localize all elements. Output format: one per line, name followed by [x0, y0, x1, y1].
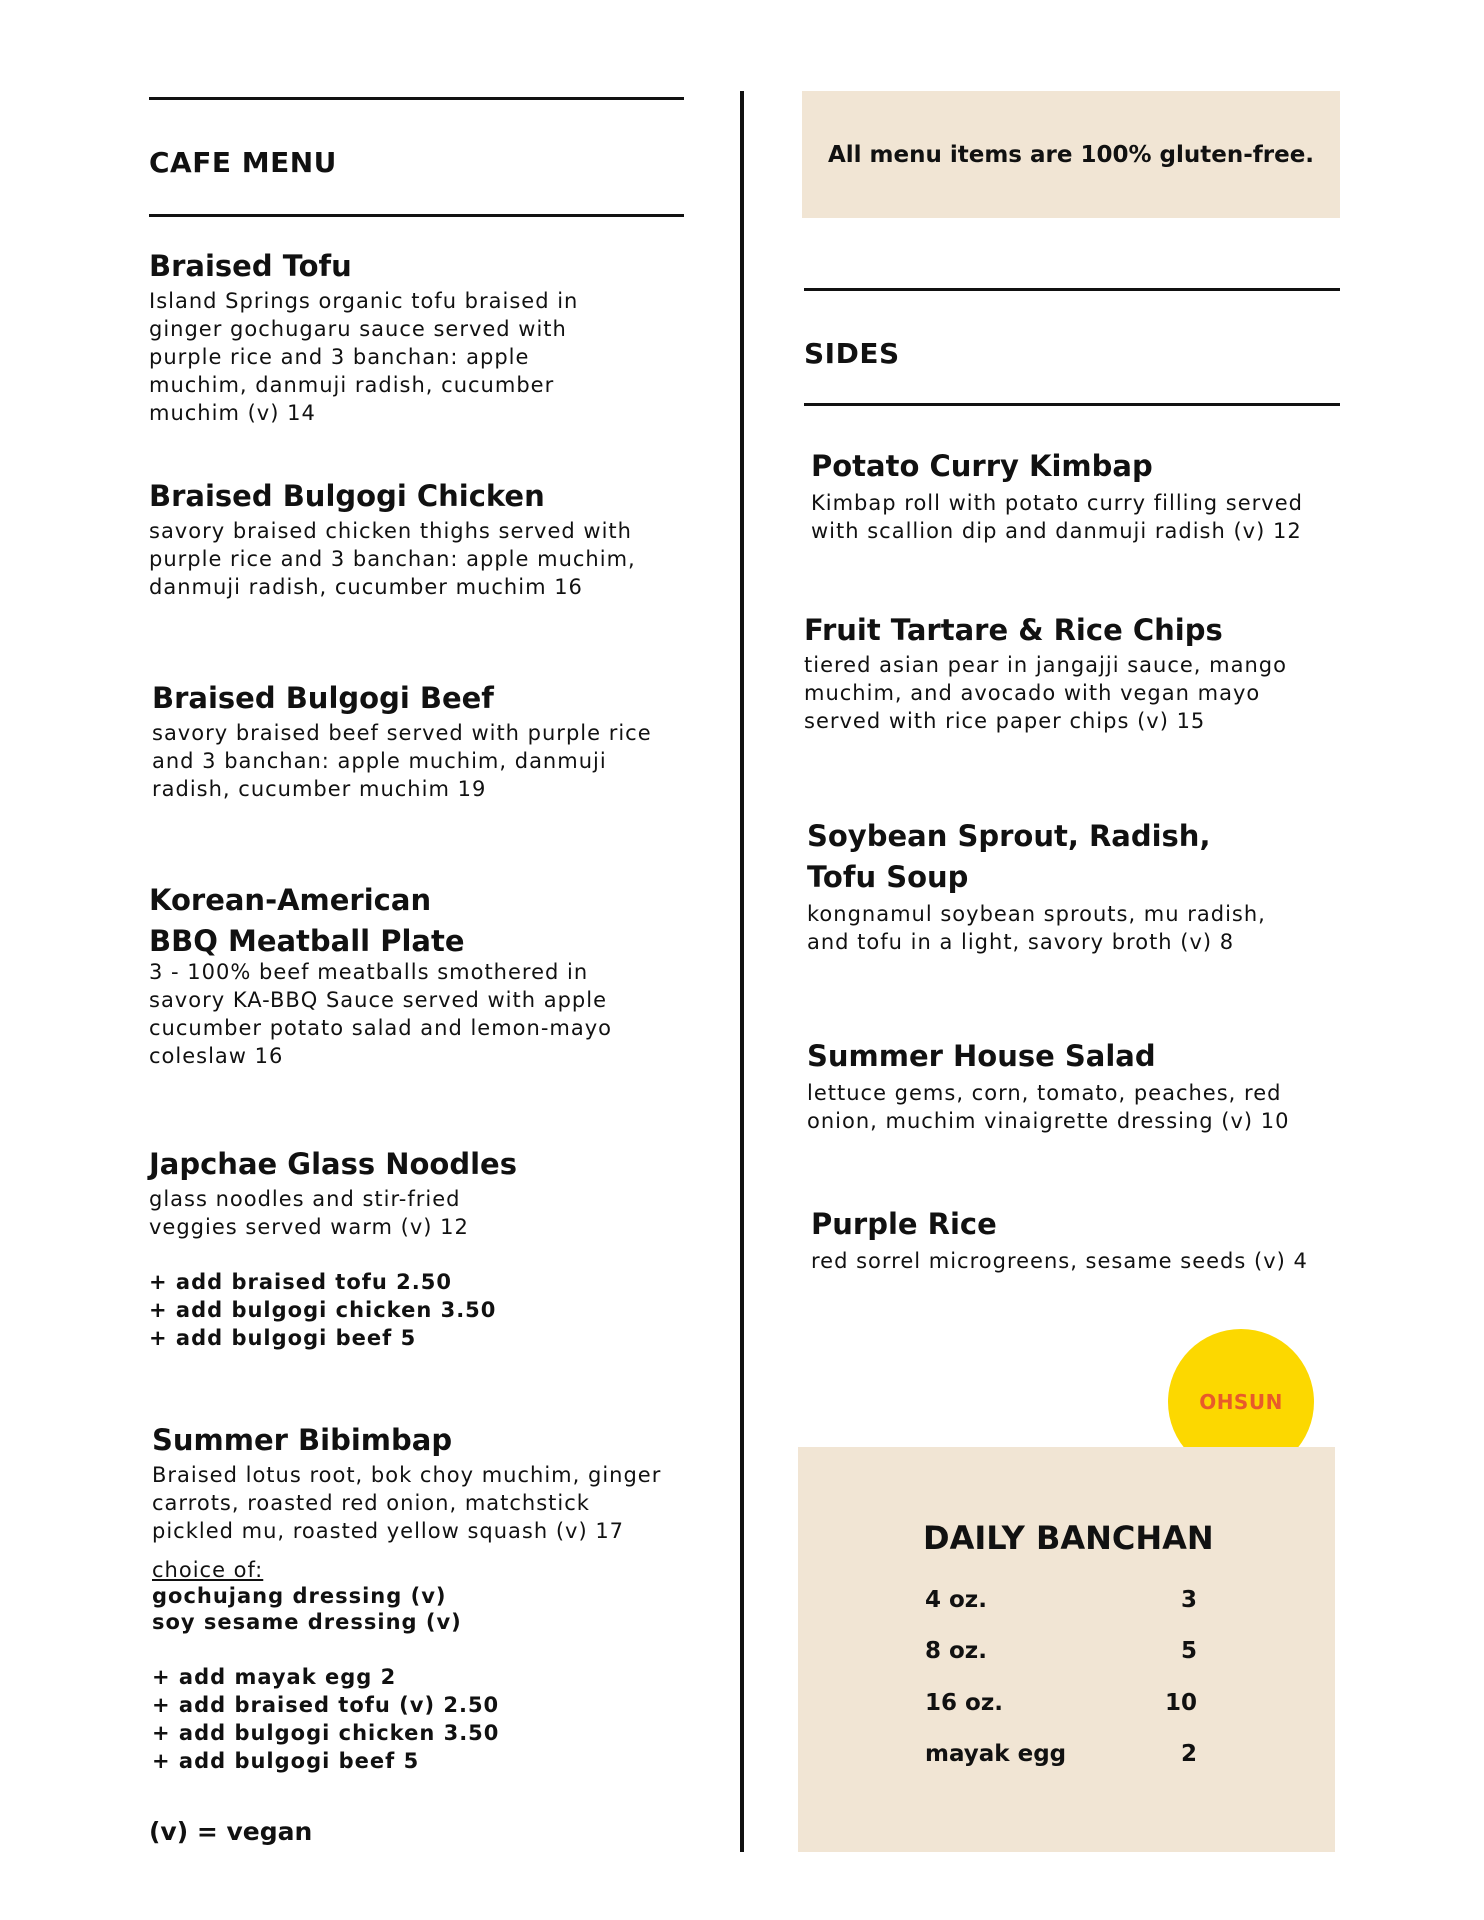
menu-item-bbq-meatball-plate: [149, 880, 612, 1070]
banchan-row: [925, 1638, 1197, 1664]
gluten-free-note: All menu items are 100% gluten-free.: [827, 141, 1315, 168]
menu-item-title: Braised Bulgogi Beef: [152, 681, 494, 715]
menu-item-description: Island Springs organic tofu braised in ginger gochugaru sauce served with purple rice and 3 banchan: apple muchim, danmuji radish, cucumber muchim (v) 14: [149, 289, 579, 425]
menu-item-title-line2: BBQ Meatball Plate: [149, 924, 465, 958]
side-item-title: Potato Curry Kimbap: [811, 449, 1153, 483]
gluten-free-banner: [802, 91, 1340, 218]
side-item-description: lettuce gems, corn, tomato, peaches, red onion, muchim vinaigrette dressing (v) 10: [807, 1081, 1290, 1133]
addon-item: + add bulgogi beef 5: [152, 1749, 420, 1773]
addon-item: + add bulgogi beef 5: [149, 1326, 417, 1350]
menu-item-japchae: [149, 1144, 517, 1352]
addon-item: + add mayak egg 2: [152, 1665, 397, 1689]
sides-heading: SIDES: [804, 337, 900, 370]
menu-item-description: 3 - 100% beef meatballs smothered in savory KA-BBQ Sauce served with apple cucumber potato salad and lemon-mayo coleslaw 16: [149, 960, 613, 1068]
menu-item-description: savory braised chicken thighs served with purple rice and 3 banchan: apple muchim, danmuji radish, cucumber muchim 16: [149, 519, 636, 599]
side-item-title: Fruit Tartare & Rice Chips: [804, 613, 1223, 647]
vegan-legend: (v) = vegan: [149, 1817, 313, 1846]
banchan-size: mayak egg: [925, 1741, 1067, 1767]
banchan-size: 8 oz.: [925, 1638, 987, 1664]
side-item-title-line2: Tofu Soup: [807, 860, 969, 894]
addon-item: + add braised tofu 2.50: [149, 1270, 452, 1294]
logo-text: OHSUN: [1199, 1390, 1283, 1414]
side-item-potato-curry-kimbap: [811, 446, 1303, 545]
addon-list: [149, 1268, 517, 1352]
banchan-row: [925, 1690, 1197, 1716]
menu-item-title-line1: Korean-American: [149, 883, 432, 917]
banchan-price: 10: [1164, 1690, 1197, 1716]
menu-item-braised-tofu: [149, 246, 578, 427]
choice-label: choice of:: [152, 1558, 264, 1582]
menu-item-description: Braised lotus root, bok choy muchim, ginger carrots, roasted red onion, matchstick pickled mu, roasted yellow squash (v) 17: [152, 1463, 662, 1543]
addon-item: + add bulgogi chicken 3.50: [149, 1298, 497, 1322]
cafe-menu-top-rule: [149, 97, 684, 100]
side-item-title-line1: Soybean Sprout, Radish,: [807, 819, 1211, 853]
cafe-menu-heading: CAFE MENU: [149, 146, 337, 179]
side-item-description: red sorrel microgreens, sesame seeds (v) 4: [811, 1249, 1308, 1273]
addon-item: + add bulgogi chicken 3.50: [152, 1721, 500, 1745]
menu-item-description: glass noodles and stir-fried veggies served warm (v) 12: [149, 1187, 469, 1239]
banchan-row: [925, 1741, 1197, 1767]
addon-list: [152, 1663, 661, 1775]
side-item-soybean-sprout-soup: [807, 816, 1266, 956]
choice-item: gochujang dressing (v): [152, 1584, 447, 1608]
side-item-description: tiered asian pear in jangajji sauce, mango muchim, and avocado with vegan mayo served with rice paper chips (v) 15: [804, 653, 1287, 733]
sides-bottom-rule: [804, 403, 1340, 406]
banchan-price: 3: [1180, 1587, 1197, 1613]
daily-banchan-title: DAILY BANCHAN: [923, 1519, 1214, 1557]
banchan-row: [925, 1587, 1197, 1613]
side-item-fruit-tartare: [804, 610, 1287, 735]
cafe-menu-bottom-rule: [149, 214, 684, 217]
menu-item-title: Summer Bibimbap: [152, 1423, 453, 1457]
choice-item: soy sesame dressing (v): [152, 1610, 462, 1634]
banchan-price: 2: [1180, 1741, 1197, 1767]
menu-item-braised-bulgogi-chicken: [149, 476, 636, 601]
side-item-title: Purple Rice: [811, 1207, 997, 1241]
menu-item-title: Braised Bulgogi Chicken: [149, 479, 545, 513]
menu-item-title: Braised Tofu: [149, 249, 352, 283]
sides-top-rule: [804, 288, 1340, 291]
side-item-description: kongnamul soybean sprouts, mu radish, and tofu in a light, savory broth (v) 8: [807, 902, 1266, 954]
daily-banchan-panel: [798, 1447, 1335, 1852]
menu-item-description: savory braised beef served with purple rice and 3 banchan: apple muchim, danmuji radish, cucumber muchim 19: [152, 721, 652, 801]
dressing-choices: [152, 1557, 661, 1635]
menu-item-summer-bibimbap: [152, 1420, 661, 1775]
menu-item-braised-bulgogi-beef: [152, 678, 652, 803]
banchan-size: 4 oz.: [925, 1587, 987, 1613]
side-item-summer-house-salad: [807, 1036, 1290, 1135]
side-item-title: Summer House Salad: [807, 1039, 1156, 1073]
side-item-purple-rice: [811, 1204, 1308, 1275]
menu-item-title: Japchae Glass Noodles: [149, 1147, 517, 1181]
side-item-description: Kimbap roll with potato curry filling served with scallion dip and danmuji radish (v) 12: [811, 491, 1303, 543]
banchan-price: 5: [1180, 1638, 1197, 1664]
addon-item: + add braised tofu (v) 2.50: [152, 1693, 500, 1717]
banchan-size: 16 oz.: [925, 1690, 1003, 1716]
column-divider: [740, 91, 744, 1852]
